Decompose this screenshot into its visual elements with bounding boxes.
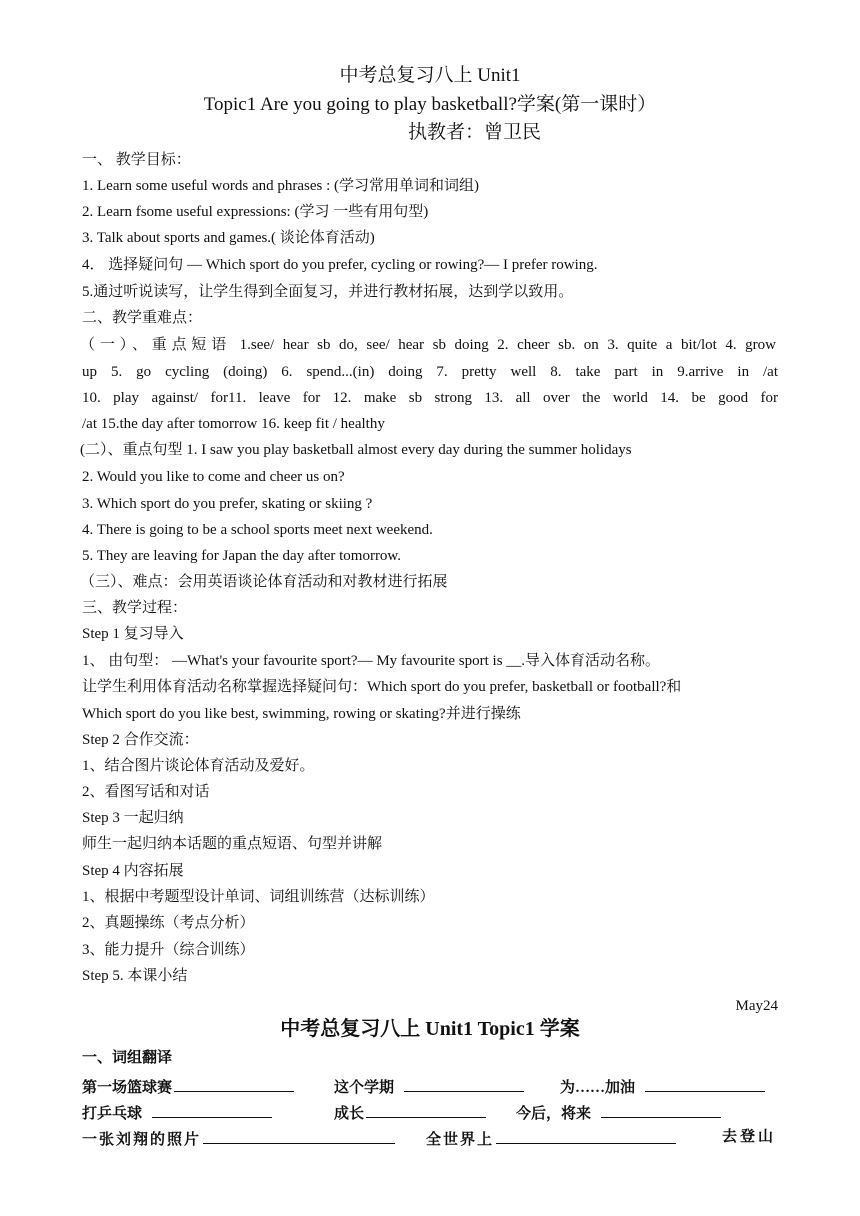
text-line: 5.通过听说读写，让学生得到全面复习，并进行教材拓展，达到学以致用。 xyxy=(82,284,574,300)
text-line: （三）、难点：会用英语谈论体育活动和对教材进行拓展 xyxy=(80,574,448,590)
text-line: Step 2 合作交流： xyxy=(82,732,199,748)
doc-title: 中考总复习八上 Unit1 xyxy=(339,65,521,86)
text-line: 3. Which sport do you prefer, skating or skiing ? xyxy=(82,496,373,512)
phrase-row xyxy=(82,1075,298,1098)
text-line: 二、教学重难点： xyxy=(82,310,203,326)
text-line: 一、 教学目标： xyxy=(82,152,191,168)
phrase-row xyxy=(82,1101,276,1124)
phrase-prompt: 为……加油 xyxy=(560,1080,636,1096)
text-line: 4． 选择疑问句 — Which sport do you prefer, cycling or rowing?— I prefer rowing. xyxy=(82,257,598,273)
phrase-prompt: 这个学期 xyxy=(334,1080,395,1096)
section-heading: 一、词组翻译 xyxy=(82,1050,173,1066)
text-line: Step 5. 本课小结 xyxy=(82,968,188,984)
text-line: 2、看图写话和对话 xyxy=(82,784,210,800)
text-line: 1、结合图片谈论体育活动及爱好。 xyxy=(82,758,315,774)
answer-blank[interactable] xyxy=(496,1127,676,1144)
phrase-row xyxy=(334,1075,528,1098)
answer-blank[interactable] xyxy=(174,1075,294,1092)
phrase-row xyxy=(560,1075,769,1098)
phrase-prompt: 成长 xyxy=(334,1106,365,1122)
phrase-row xyxy=(426,1127,680,1150)
phrase-prompt: 全世界上 xyxy=(426,1132,495,1148)
phrase-prompt: 第一场篮球赛 xyxy=(82,1080,173,1096)
answer-blank[interactable] xyxy=(366,1101,486,1118)
text-line: 10. play against/ for11. leave for 12. make sb strong 13. all over the world 14. be good for xyxy=(82,390,778,406)
text-line: Which sport do you like best, swimming, rowing or skating?并进行操练 xyxy=(82,706,521,722)
text-line: Step 3 一起归纳 xyxy=(82,810,184,826)
text-line: Step 4 内容拓展 xyxy=(82,863,184,879)
text-line: 5. They are leaving for Japan the day after tomorrow. xyxy=(82,548,402,564)
teacher-line: 执教者：曾卫民 xyxy=(408,122,542,143)
text-line: 2. Would you like to come and cheer us on? xyxy=(82,469,345,485)
text-line: 让学生利用体育活动名称掌握选择疑问句：Which sport do you prefer, basketball or football?和 xyxy=(82,679,682,695)
text-line: 2、真题操练（考点分析） xyxy=(82,915,255,931)
phrase-prompt: 打乒乓球 xyxy=(82,1106,143,1122)
phrase-prompt: 去登山 xyxy=(722,1129,777,1145)
text-line: （一）、重点短语 1.see/ hear sb do, see/ hear sb doing 2. cheer sb. on 3. quite a bit/lot 4. grow xyxy=(80,337,776,353)
answer-blank[interactable] xyxy=(152,1101,272,1118)
phrase-row xyxy=(516,1101,725,1124)
worksheet-title: 中考总复习八上 Unit1 Topic1 学案 xyxy=(280,1018,580,1040)
date-label: May24 xyxy=(735,998,778,1014)
text-line: /at 15.the day after tomorrow 16. keep fit / healthy xyxy=(82,416,385,432)
text-line: up 5. go cycling (doing) 6. spend...(in) doing 7. pretty well 8. take part in 9.arrive in /at xyxy=(82,364,778,380)
text-line: 4. There is going to be a school sports meet next weekend. xyxy=(82,522,433,538)
text-line: 2. Learn fsome useful expressions: (学习 一些有用句型) xyxy=(82,204,429,220)
answer-blank[interactable] xyxy=(601,1101,721,1118)
text-line: (二）、重点句型 1. I saw you play basketball almost every day during the summer holidays xyxy=(80,442,632,458)
text-line: 1、根据中考题型设计单词、词组训练营（达标训练） xyxy=(82,889,435,905)
text-line: 三、教学过程： xyxy=(82,600,188,616)
text-line: Step 1 复习导入 xyxy=(82,626,184,642)
doc-subtitle: Topic1 Are you going to play basketball?学案(第一课时） xyxy=(203,94,657,115)
text-line: 1、 由句型： —What's your favourite sport?— My favourite sport is __.导入体育活动名称。 xyxy=(82,653,661,669)
answer-blank[interactable] xyxy=(404,1075,524,1092)
answer-blank[interactable] xyxy=(645,1075,765,1092)
text-line: 3. Talk about sports and games.( 谈论体育活动) xyxy=(82,230,375,246)
phrase-row xyxy=(82,1127,399,1150)
phrase-row xyxy=(334,1101,490,1124)
text-line: 3、能力提升（综合训练） xyxy=(82,942,255,958)
text-line: 1. Learn some useful words and phrases : (学习常用单词和词组) xyxy=(82,178,480,194)
phrase-prompt: 一张刘翔的照片 xyxy=(82,1132,202,1148)
answer-blank[interactable] xyxy=(203,1127,395,1144)
text-line: 师生一起归纳本话题的重点短语、句型并讲解 xyxy=(82,836,383,852)
phrase-prompt: 今后，将来 xyxy=(516,1106,592,1122)
